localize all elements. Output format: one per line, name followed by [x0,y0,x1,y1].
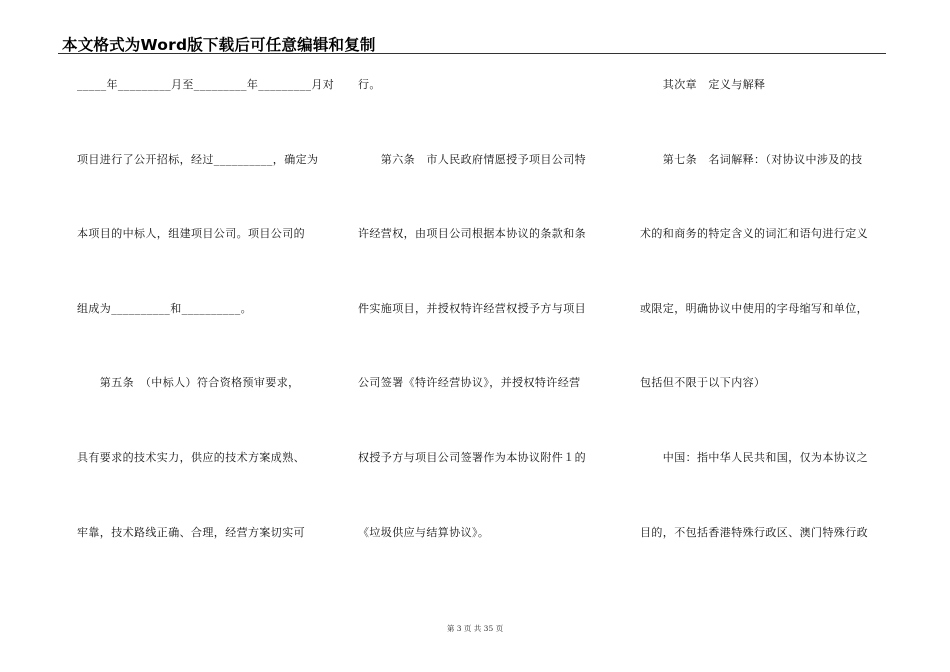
text-line: 第七条 名词解释：（对协议中涉及的技 [640,152,863,166]
header-divider [58,53,886,54]
text-line: 第六条 市人民政府情愿授予项目公司特 [358,152,586,166]
text-line: 中国：指中华人民共和国，仅为本协议之 [640,450,868,464]
text-line: 术的和商务的特定含义的词汇和语句进行定义 [640,227,868,241]
text-line: 第五条 （中标人）符合资格预审要求， [77,376,300,390]
text-line: 其次章 定义与解释 [640,78,766,91]
text-line: 《垃圾供应与结算协议》。 [358,525,490,539]
text-line: _____年_________月至_________年_________月对 [77,78,335,91]
text-line: 包括但不限于以下内容） [640,376,766,390]
text-line: 本项目的中标人，组建项目公司。项目公司的 [77,227,305,241]
text-line: 许经营权，由项目公司根据本协议的条款和条 [358,227,586,241]
text-line: 行。 [358,78,381,91]
page-number: 第 3 页 共 35 页 [446,624,504,633]
text-line: 组成为__________和__________。 [77,301,252,315]
text-column-1 [77,76,335,598]
text-line: 件实施项目，并授权特许经营权授予方与项目 [358,301,586,315]
text-line: 公司签署《特许经营协议》，并授权特许经营 [358,376,581,390]
text-line: 权授予方与项目公司签署作为本协议附件１的 [358,450,586,464]
text-column-3 [640,76,884,598]
text-line: 牢靠，技术路线正确、合理，经营方案切实可 [77,525,305,539]
text-line: 具有要求的技术实力，供应的技术方案成熟、 [77,450,305,464]
document-header-title: 本文格式为Word版下载后可任意编辑和复制 [62,36,376,54]
text-line: 目的，不包括香港特殊行政区、澳门特殊行政 [640,525,868,539]
text-column-2 [358,76,602,598]
text-line: 项目进行了公开招标，经过__________，确定为 [77,152,319,166]
text-line: 或限定，明确协议中使用的字母缩写和单位， [640,301,868,315]
